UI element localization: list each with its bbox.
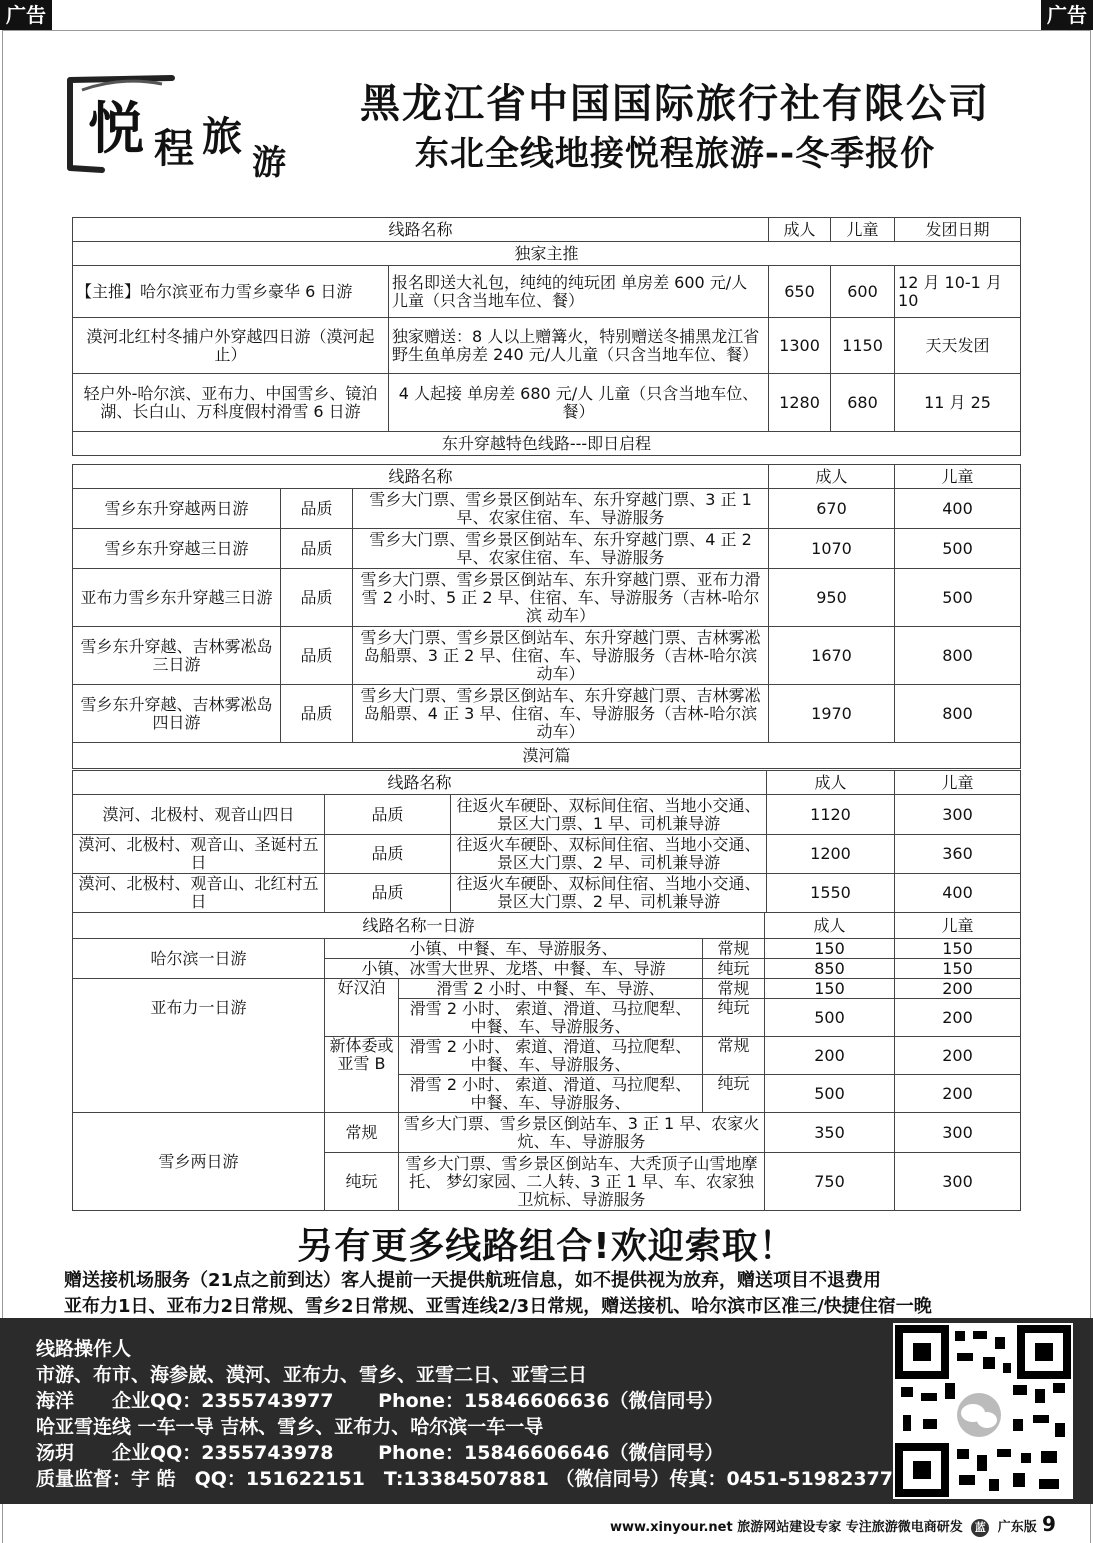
child-price: 200 bbox=[895, 999, 1021, 1037]
route-desc: 雪乡大门票、雪乡景区倒站车、东升穿越门票、吉林雾凇岛船票、3 正 2 早、住宿、车、导游服务（吉林-哈尔滨 动车） bbox=[353, 627, 769, 685]
route-desc: 小镇、冰雪大世界、龙塔、中餐、车、导游 bbox=[325, 959, 703, 979]
ad-label-right: 广告 bbox=[1041, 0, 1093, 30]
route-grade: 品质 bbox=[281, 529, 353, 569]
route-desc: 滑雪 2 小时、 索道、滑道、马拉爬犁、中餐、车、导游服务、 bbox=[399, 999, 703, 1037]
route-name: 雪乡东升穿越两日游 bbox=[73, 489, 281, 529]
adult-price: 1200 bbox=[767, 835, 895, 874]
mohe-routes-table bbox=[72, 770, 1021, 913]
adult-price: 500 bbox=[765, 999, 895, 1037]
route-name: 哈尔滨一日游 bbox=[73, 939, 325, 979]
route-desc: 雪乡大门票、雪乡景区倒站车、东升穿越门票、吉林雾凇岛船票、4 正 3 早、住宿、车、导游服务（吉林-哈尔滨 动车） bbox=[353, 685, 769, 743]
adult-price: 150 bbox=[765, 979, 895, 999]
child-price: 500 bbox=[895, 529, 1021, 569]
route-type: 纯玩 bbox=[325, 1153, 399, 1211]
table-row bbox=[73, 266, 1021, 318]
logo bbox=[62, 70, 312, 190]
footer-title: 线路操作人 bbox=[36, 1338, 132, 1360]
route-type: 常规 bbox=[703, 979, 765, 999]
adult-price: 1280 bbox=[769, 374, 831, 432]
note-airport: 赠送接机场服务（21点之前到达）客人提前一天提供航班信息，如不提供视为放弃，赠送项目不退费用 bbox=[64, 1270, 882, 1291]
adult-price: 650 bbox=[769, 266, 831, 318]
route-type: 纯玩 bbox=[703, 959, 765, 979]
footer-contact: 汤玥 企业QQ：2355743978 Phone：15846606646（微信同号） bbox=[36, 1442, 724, 1464]
child-price: 150 bbox=[895, 959, 1021, 979]
route-grade: 品质 bbox=[281, 685, 353, 743]
adult-price: 150 bbox=[765, 939, 895, 959]
route-name: 轻户外-哈尔滨、亚布力、中国雪乡、镜泊湖、长白山、万科度假村滑雪 6 日游 bbox=[73, 374, 389, 432]
table-header-row bbox=[73, 771, 1021, 795]
route-desc: 小镇、中餐、车、导游服务、 bbox=[325, 939, 703, 959]
adult-price: 1970 bbox=[769, 685, 895, 743]
route-desc: 4 人起接 单房差 680 元/人 儿童（只含当地车位、餐） bbox=[389, 374, 769, 432]
adult-price: 670 bbox=[769, 489, 895, 529]
header-adult: 成人 bbox=[769, 465, 895, 489]
route-name: 漠河、北极村、观音山、圣诞村五日 bbox=[73, 835, 325, 874]
route-grade: 品质 bbox=[281, 489, 353, 529]
route-name: 雪乡东升穿越三日游 bbox=[73, 529, 281, 569]
child-price: 200 bbox=[895, 1037, 1021, 1075]
svg-text:悦: 悦 bbox=[88, 96, 144, 162]
child-price: 600 bbox=[831, 266, 895, 318]
site-footer bbox=[610, 1516, 1037, 1537]
route-grade: 品质 bbox=[325, 874, 451, 913]
adult-price: 350 bbox=[765, 1113, 895, 1153]
header-route: 线路名称 bbox=[73, 218, 769, 242]
route-grade: 品质 bbox=[281, 627, 353, 685]
header-child: 儿童 bbox=[895, 465, 1021, 489]
route-name: 漠河、北极村、观音山、北红村五日 bbox=[73, 874, 325, 913]
header-child: 儿童 bbox=[895, 913, 1021, 939]
footer-contact: 海洋 企业QQ：2355743977 Phone：15846606636（微信同号） bbox=[36, 1390, 724, 1412]
header-route: 线路名称 bbox=[73, 771, 767, 795]
footer-line: 市游、布市、海参崴、漠河、亚布力、雪乡、亚雪二日、亚雪三日 bbox=[36, 1364, 588, 1386]
section-title: 东升穿越特色线路---即日启程 bbox=[73, 432, 1021, 456]
header-date: 发团日期 bbox=[895, 218, 1021, 242]
child-price: 200 bbox=[895, 1075, 1021, 1113]
route-desc: 往返火车硬卧、双标间住宿、当地小交通、景区大门票、1 早、司机兼导游 bbox=[451, 795, 767, 835]
table-row bbox=[73, 979, 1021, 999]
child-price: 800 bbox=[895, 685, 1021, 743]
adult-price: 750 bbox=[765, 1153, 895, 1211]
route-grade: 品质 bbox=[281, 569, 353, 627]
qr-code bbox=[893, 1323, 1073, 1499]
note-hotel: 亚布力1日、亚布力2日常规、雪乡2日常规、亚雪连线2/3日常规，赠送接机、哈尔滨市区准三/快捷住宿一晚 bbox=[64, 1296, 932, 1317]
table-header-row bbox=[73, 913, 1021, 939]
route-name: 漠河、北极村、观音山四日 bbox=[73, 795, 325, 835]
route-grade: 品质 bbox=[325, 795, 451, 835]
page-subtitle: 东北全线地接悦程旅游--冬季报价 bbox=[414, 134, 936, 174]
route-desc: 雪乡大门票、雪乡景区倒站车、东升穿越门票、3 正 1 早、农家住宿、车、导游服务 bbox=[353, 489, 769, 529]
company-name: 黑龙江省中国国际旅行社有限公司 bbox=[360, 81, 990, 127]
route-desc: 滑雪 2 小时、 索道、滑道、马拉爬犁、中餐、车、导游服务、 bbox=[399, 1075, 703, 1113]
child-price: 800 bbox=[895, 627, 1021, 685]
page-number: 9 bbox=[1042, 1512, 1056, 1536]
table-row bbox=[73, 874, 1021, 913]
svg-text:程: 程 bbox=[154, 125, 194, 172]
dongsheng-routes-table bbox=[72, 464, 1021, 769]
table-row bbox=[73, 627, 1021, 685]
depart-date: 11 月 25 bbox=[895, 374, 1021, 432]
route-type: 常规 bbox=[703, 939, 765, 959]
ski-site: 新体委或亚雪 B bbox=[325, 1037, 399, 1113]
table-header-row bbox=[73, 218, 1021, 242]
child-price: 500 bbox=[895, 569, 1021, 627]
route-desc: 滑雪 2 小时、 索道、滑道、马拉爬犁、中餐、车、导游服务、 bbox=[399, 1037, 703, 1075]
child-price: 200 bbox=[895, 979, 1021, 999]
footer-quality: 质量监督：宇 皓 QQ：151622151 T:13384507881 （微信同号）传真：0451-51982377 bbox=[36, 1468, 893, 1490]
adult-price: 1670 bbox=[769, 627, 895, 685]
route-desc: 雪乡大门票、雪乡景区倒站车、大秃顶子山雪地摩托、 梦幻家园、二人转、3 正 1 早、车、农家独卫炕标、导游服务 bbox=[399, 1153, 765, 1211]
featured-routes-table bbox=[72, 217, 1021, 456]
contact-footer bbox=[0, 1318, 1093, 1504]
edition: 广东版 bbox=[997, 1520, 1037, 1535]
header-route: 线路名称一日游 bbox=[73, 913, 765, 939]
route-name: 亚布力一日游 bbox=[73, 979, 325, 1113]
depart-date: 12 月 10-1 月 10 bbox=[895, 266, 1021, 318]
route-desc: 滑雪 2 小时、中餐、车、导游、 bbox=[399, 979, 703, 999]
adult-price: 1550 bbox=[767, 874, 895, 913]
day-tours-table bbox=[72, 912, 1021, 1211]
header-adult: 成人 bbox=[767, 771, 895, 795]
edition-badge-icon: 蓝 bbox=[971, 1519, 989, 1537]
svg-text:游: 游 bbox=[252, 143, 286, 183]
adult-price: 500 bbox=[765, 1075, 895, 1113]
route-desc: 往返火车硬卧、双标间住宿、当地小交通、景区大门票、2 早、司机兼导游 bbox=[451, 835, 767, 874]
header-route: 线路名称 bbox=[73, 465, 769, 489]
ski-site: 好汉泊 bbox=[325, 979, 399, 1037]
adult-price: 1070 bbox=[769, 529, 895, 569]
svg-text:旅: 旅 bbox=[202, 113, 242, 160]
route-desc: 独家赠送：8 人以上赠篝火，特别赠送冬捕黑龙江省野生鱼单房差 240 元/人儿童（只含当地车位、餐） bbox=[389, 318, 769, 374]
child-price: 300 bbox=[895, 1113, 1021, 1153]
footer-line: 哈亚雪连线 一车一导 吉林、雪乡、亚布力、哈尔滨一车一导 bbox=[36, 1416, 544, 1438]
route-type: 常规 bbox=[325, 1113, 399, 1153]
route-desc: 雪乡大门票、雪乡景区倒站车、3 正 1 早、农家火炕、车、导游服务 bbox=[399, 1113, 765, 1153]
child-price: 300 bbox=[895, 1153, 1021, 1211]
child-price: 400 bbox=[895, 489, 1021, 529]
table-row bbox=[73, 489, 1021, 529]
adult-price: 950 bbox=[769, 569, 895, 627]
table-row bbox=[73, 529, 1021, 569]
table-row bbox=[73, 835, 1021, 874]
route-name: 漠河北红村冬捕户外穿越四日游（漠河起止） bbox=[73, 318, 389, 374]
route-desc: 往返火车硬卧、双标间住宿、当地小交通、景区大门票、2 早、司机兼导游 bbox=[451, 874, 767, 913]
adult-price: 850 bbox=[765, 959, 895, 979]
child-price: 150 bbox=[895, 939, 1021, 959]
route-name: 【主推】哈尔滨亚布力雪乡豪华 6 日游 bbox=[73, 266, 389, 318]
route-name: 雪乡东升穿越、吉林雾凇岛四日游 bbox=[73, 685, 281, 743]
table-row bbox=[73, 685, 1021, 743]
adult-price: 200 bbox=[765, 1037, 895, 1075]
table-row bbox=[73, 795, 1021, 835]
section-title: 独家主推 bbox=[73, 242, 1021, 266]
child-price: 1150 bbox=[831, 318, 895, 374]
route-desc: 报名即送大礼包，纯纯的纯玩团 单房差 600 元/人 儿童（只含当地车位、餐） bbox=[389, 266, 769, 318]
child-price: 680 bbox=[831, 374, 895, 432]
route-desc: 雪乡大门票、雪乡景区倒站车、东升穿越门票、亚布力滑雪 2 小时、5 正 2 早、住宿、车、导游服务（吉林-哈尔滨 动车） bbox=[353, 569, 769, 627]
header-child: 儿童 bbox=[895, 771, 1021, 795]
depart-date: 天天发团 bbox=[895, 318, 1021, 374]
route-grade: 品质 bbox=[325, 835, 451, 874]
route-type: 常规 bbox=[703, 1037, 765, 1075]
header-child: 儿童 bbox=[831, 218, 895, 242]
adult-price: 1300 bbox=[769, 318, 831, 374]
site-slogan: www.xinyour.net 旅游网站建设专家 专注旅游微电商研发 bbox=[610, 1520, 963, 1535]
header-adult: 成人 bbox=[765, 913, 895, 939]
more-routes-banner: 另有更多线路组合!欢迎索取！ bbox=[297, 1226, 796, 1267]
section-title: 漠河篇 bbox=[73, 743, 1021, 769]
table-header-row bbox=[73, 465, 1021, 489]
route-name: 雪乡东升穿越、吉林雾凇岛三日游 bbox=[73, 627, 281, 685]
route-desc: 雪乡大门票、雪乡景区倒站车、东升穿越门票、4 正 2 早、农家住宿、车、导游服务 bbox=[353, 529, 769, 569]
ad-label-left: 广告 bbox=[0, 0, 52, 30]
header-adult: 成人 bbox=[769, 218, 831, 242]
table-row bbox=[73, 569, 1021, 627]
adult-price: 1120 bbox=[767, 795, 895, 835]
table-row bbox=[73, 318, 1021, 374]
child-price: 300 bbox=[895, 795, 1021, 835]
child-price: 400 bbox=[895, 874, 1021, 913]
route-type: 纯玩 bbox=[703, 999, 765, 1037]
route-name: 亚布力雪乡东升穿越三日游 bbox=[73, 569, 281, 627]
table-row bbox=[73, 374, 1021, 432]
route-name: 雪乡两日游 bbox=[73, 1113, 325, 1211]
child-price: 360 bbox=[895, 835, 1021, 874]
table-row bbox=[73, 1113, 1021, 1153]
table-row bbox=[73, 939, 1021, 959]
route-type: 纯玩 bbox=[703, 1075, 765, 1113]
